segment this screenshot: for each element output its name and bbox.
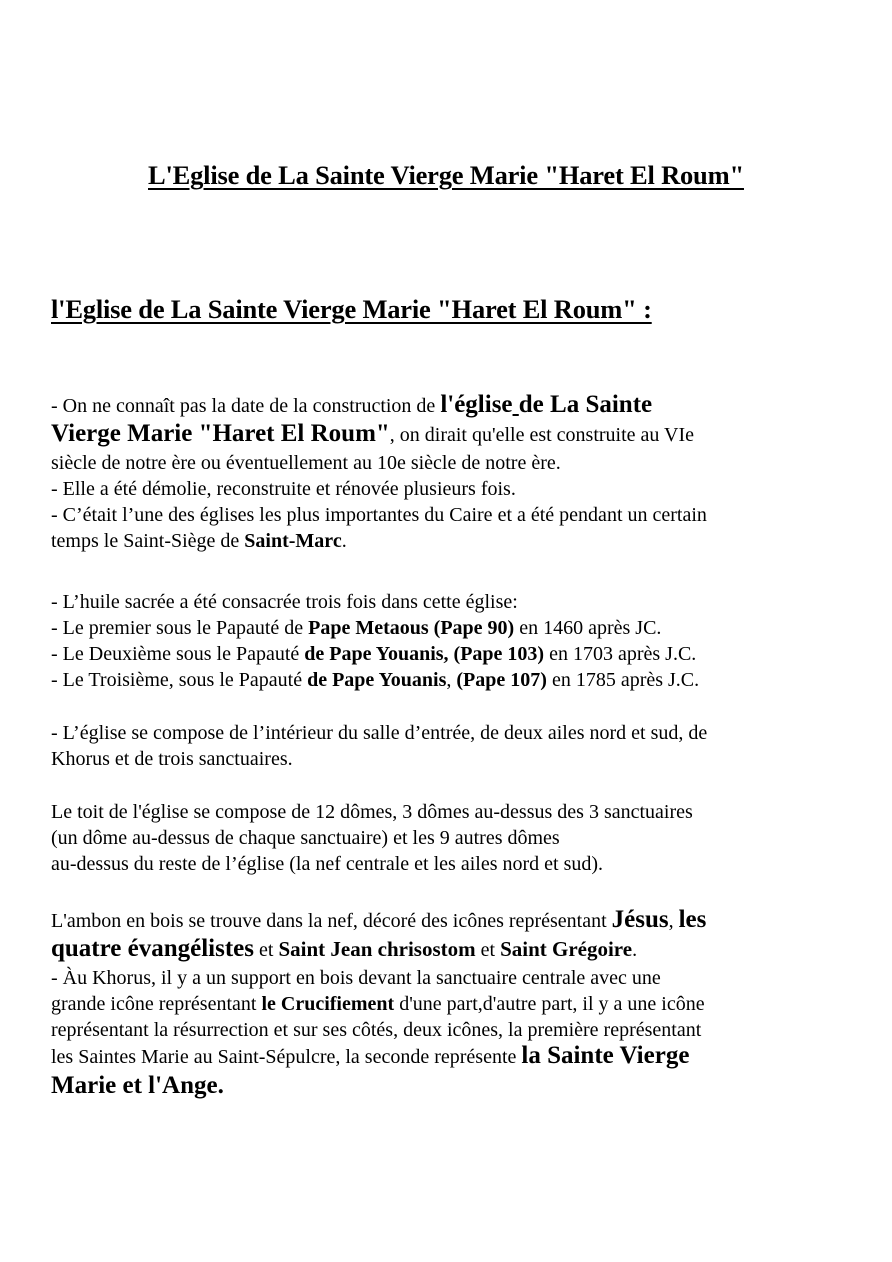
text-run: grande icône représentant [51,993,262,1015]
bold-run: Saint-Marc [244,530,342,552]
text-line [51,907,851,936]
text-line: au-dessus du reste de l’église (la nef centrale et les ailes nord et sud). [51,853,604,875]
text-line [51,936,851,965]
text-line: Khorus et de trois sanctuaires. [51,748,293,770]
text-run: d'une part,d'autre part, il y a une icône [394,993,705,1015]
bold-run: Saint Jean chrisostom [278,937,476,961]
text-run: , [446,669,457,691]
paragraph-roof [51,799,851,877]
text-run: , on dirait qu'elle est construite au VIe [389,424,695,446]
paragraph-ambon [51,907,851,1103]
text-run: . [632,939,638,961]
text-run: en 1460 après JC. [514,617,662,639]
bold-run: Pape Metaous (Pape 90) [308,617,515,639]
text-run: . [341,530,347,552]
text-line: - Elle a été démolie, reconstruite et rénovée plusieurs fois. [51,478,516,500]
text-run: et [254,939,279,961]
text-run: et [475,939,501,961]
text-line: - L’église se compose de l’intérieur du salle d’entrée, de deux ailes nord et sud, de [51,722,708,744]
bold-run: Vierge Marie "Haret El Roum" [51,420,390,447]
text-run: - Le Deuxième sous le Papauté [51,643,305,665]
text-line: - Àu Khorus, il y a un support en bois devant la sanctuaire centrale avec une [51,967,661,989]
text-run: - Le Troisième, sous le Papauté [51,669,308,691]
text-run: L'ambon en bois se trouve dans la nef, décoré des icônes représentant [51,910,612,932]
text-line: (un dôme au-dessus de chaque sanctuaire) et les 9 autres dômes [51,827,560,849]
text-line: représentant la résurrection et sur ses côtés, deux icônes, la première représentant [51,1019,702,1041]
paragraph-composition [51,720,851,772]
text-run: en 1785 après J.C. [546,669,700,691]
text-line: Marie et l'Ange. [51,1072,224,1099]
bold-run: l'église [440,391,513,418]
bold-run: le Crucifiement [261,993,395,1015]
text-line [51,1043,851,1073]
text-run: les Saintes Marie au Saint-Sépulcre, la seconde représente [51,1046,522,1068]
bold-run: Saint Grégoire [500,937,633,961]
text-run: temps le Saint-Siège de [51,530,245,552]
text-run: , [668,910,679,932]
text-line [51,641,851,667]
document-title-text: L'Eglise de La Sainte Vierge Marie "Haret El Roum" [148,160,744,190]
bold-run: de Pape Youanis [307,669,447,691]
text-line [51,615,851,641]
text-line [51,667,851,693]
text-line [51,421,851,450]
text-line [51,392,851,421]
text-line [51,528,851,554]
text-line: - C’était l’une des églises les plus importantes du Caire et a été pendant un certain [51,504,707,526]
bold-run: quatre évangélistes [51,935,254,962]
paragraph-history [51,392,851,554]
bold-run: Jésus [611,906,669,933]
section-heading: l'Eglise de La Sainte Vierge Marie "Haret El Roum" : [51,294,652,324]
text-run: en 1703 après J.C. [544,643,697,665]
document-title [0,160,892,191]
bold-run: (Pape 107) [456,669,547,691]
bold-run: les [678,906,707,933]
paragraph-holy-oil [51,589,851,693]
text-line [51,991,851,1017]
text-line: Le toit de l'église se compose de 12 dômes, 3 dômes au-dessus des 3 sanctuaires [51,801,693,823]
bold-run: la Sainte Vierge [521,1042,690,1069]
text-run: - Le premier sous le Papauté de [51,617,309,639]
text-run: - On ne connaît pas la date de la construction de [51,395,441,417]
bold-run: de La Sainte [518,391,653,418]
text-line: - L’huile sacrée a été consacrée trois fois dans cette église: [51,591,518,613]
text-line: siècle de notre ère ou éventuellement au 10e siècle de notre ère. [51,452,561,474]
bold-run: de Pape Youanis, (Pape 103) [304,643,545,665]
